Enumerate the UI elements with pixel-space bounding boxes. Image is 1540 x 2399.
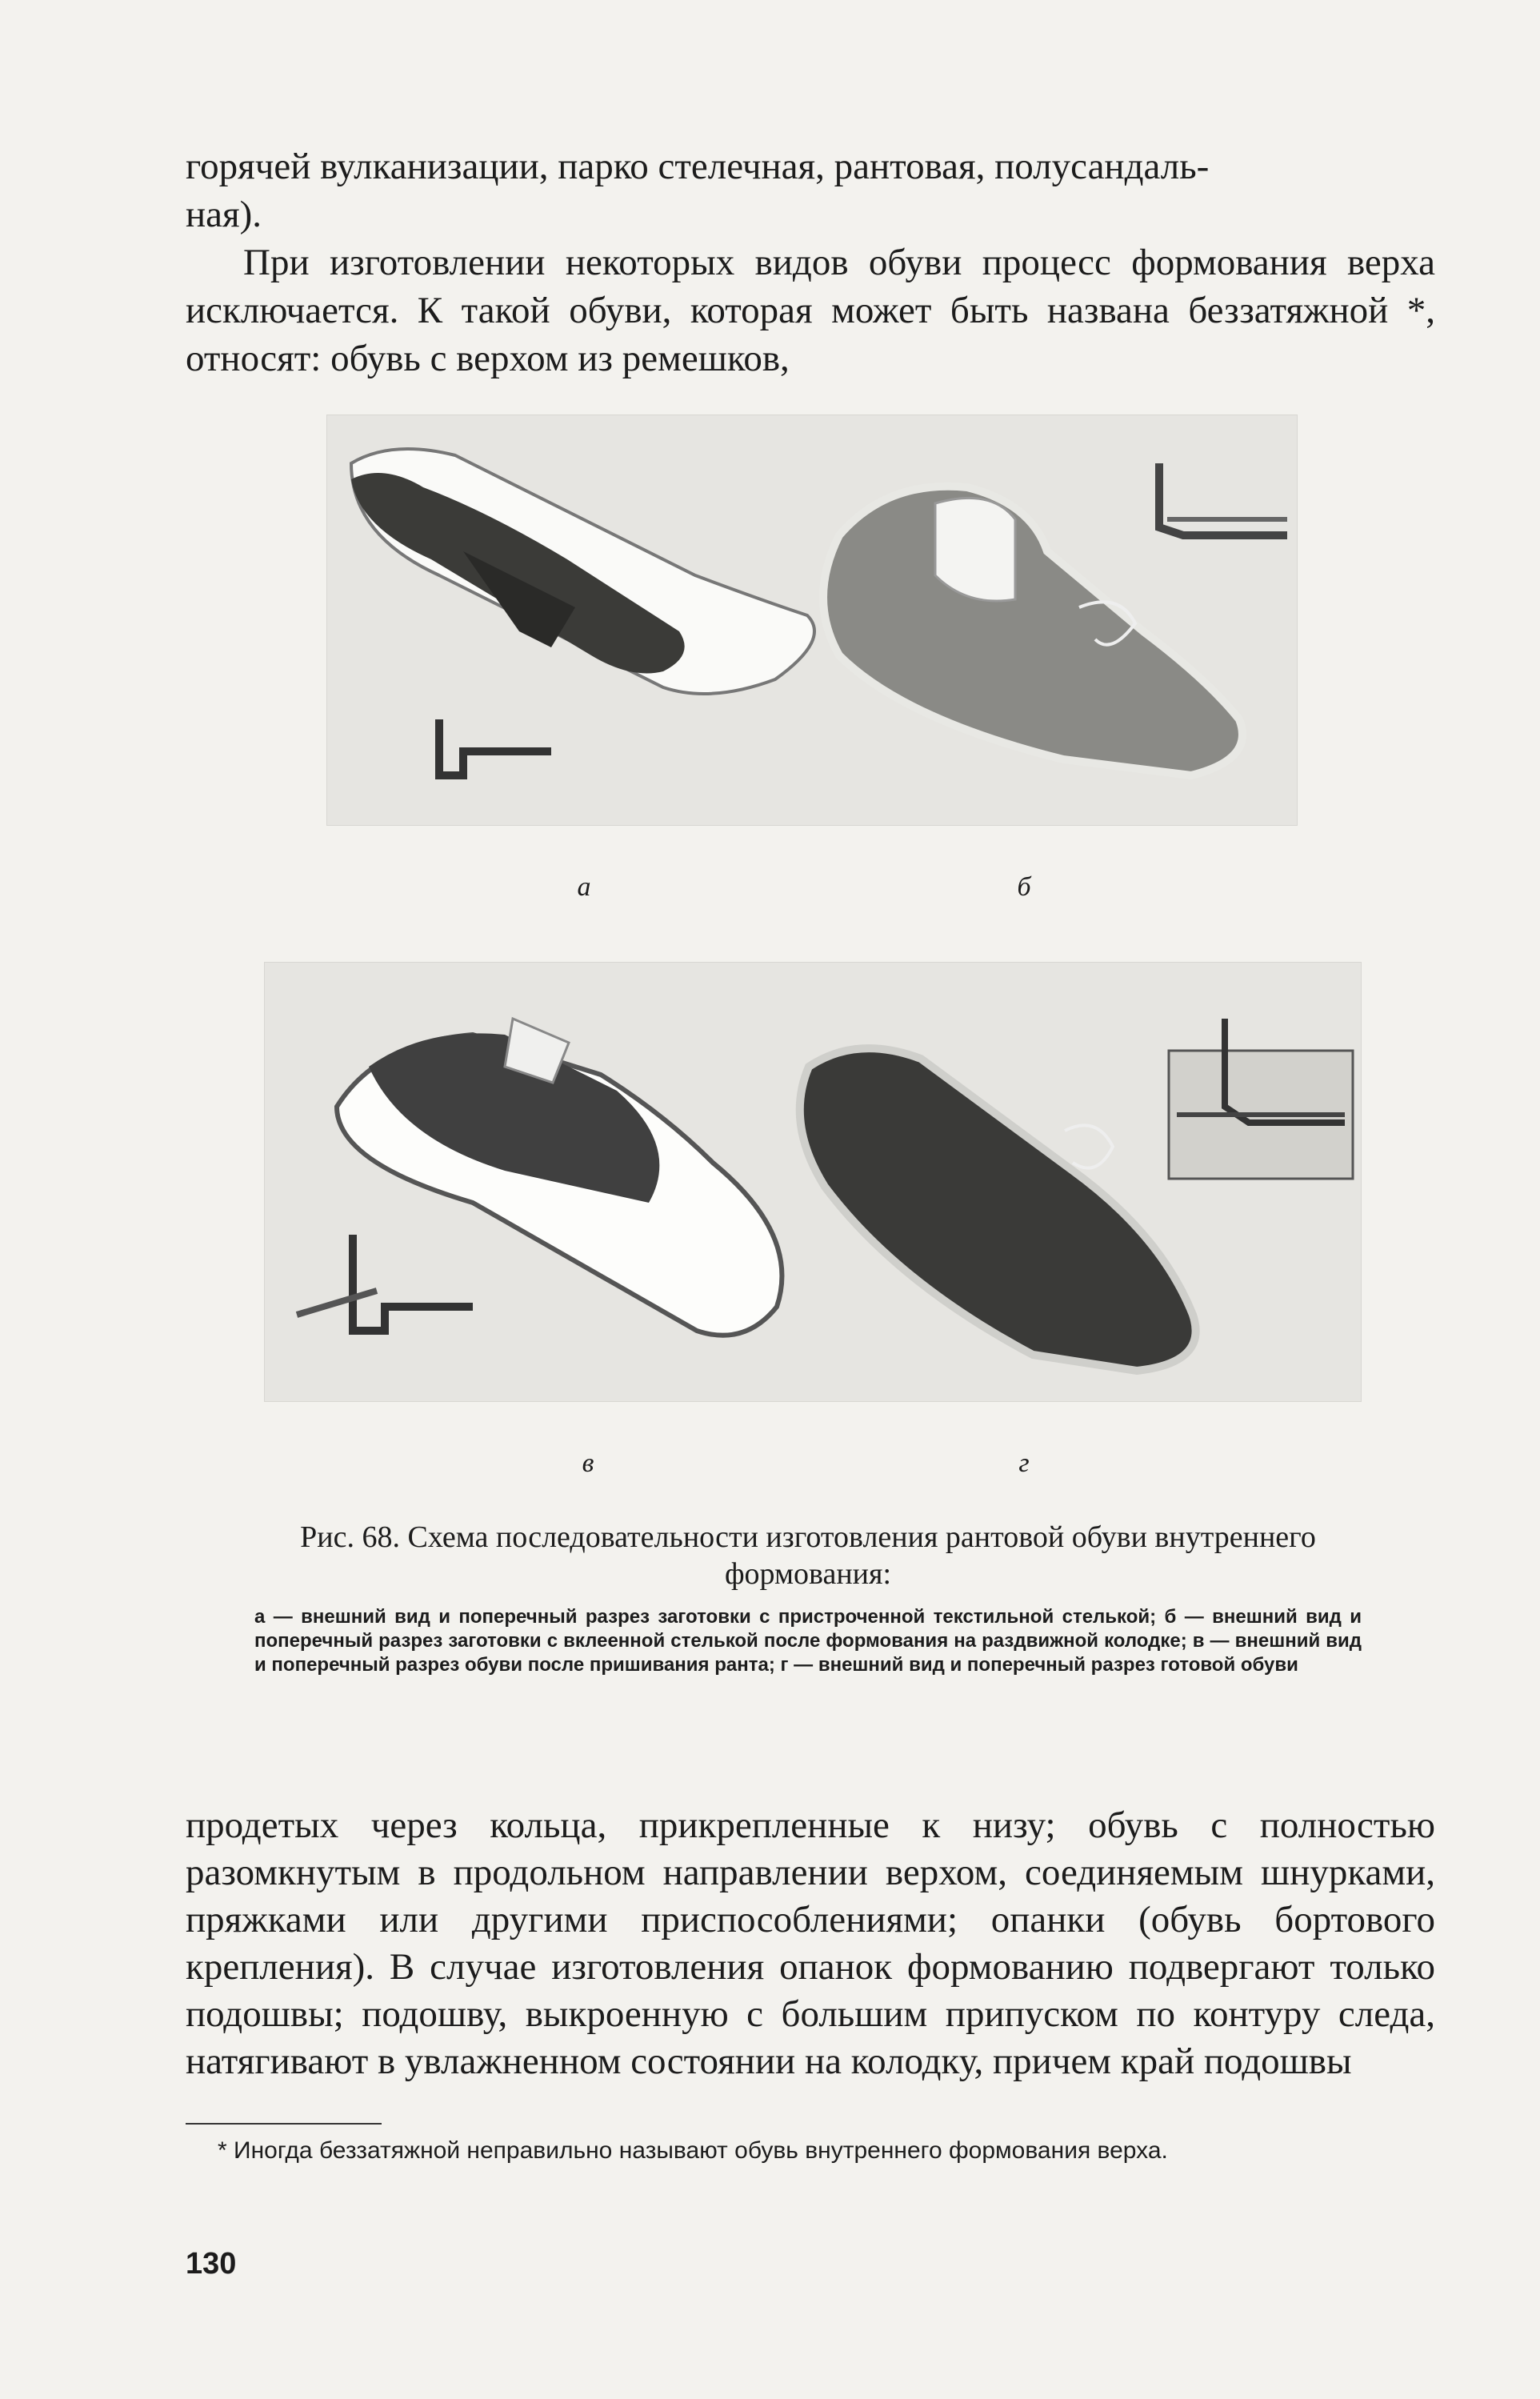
figure-photo-bottom <box>264 962 1362 1402</box>
figure-label-v: в <box>582 1448 594 1478</box>
page-number: 130 <box>186 2247 237 2281</box>
figure-caption-legend: а — внешний вид и поперечный разрез заготовки с пристроченной текстильной стелькой; б — внешний вид и поперечный разрез заготовки с вклеенной стелькой после формования на раздвижной колодке; в — внешний вид и поперечный разрез обуви после пришивания ранта; г — внешний вид и поперечный разрез готовой обуви <box>254 1606 1362 1676</box>
paragraph-continuation: продетых через кольца, прикрепленные к низу; обувь с полностью разомкнутым в продольном направлении верхом, соединяемым шнурками, пряжками или другими приспособлениями; опанки (обувь бортового крепления). В случае изготовления опанок формованию подвергают только подошвы; подошву, выкроенную с большим припуском по контуру следа, натягивают в увлажненном состоянии на колодку, причем край подошвы <box>186 1804 1435 2082</box>
figure-label-g: г <box>1018 1448 1030 1478</box>
text-line-2: ная). <box>186 194 262 235</box>
footnote: * Иногда беззатяжной неправильно называют обувь внутреннего формования верха. <box>218 2137 1168 2164</box>
figure-photo-top <box>326 415 1298 826</box>
figure-label-a: а <box>577 872 591 902</box>
paragraph-beztyazhnaya: При изготовлении некоторых видов обуви процесс формования верха исключается. К такой обуви, которая может быть названа беззатяжной *, относят: обувь с верхом из ремешков, <box>186 242 1435 379</box>
shoe-illustration-top <box>327 415 1297 825</box>
text-line-1: горячей вулканизации, парко стелечная, рантовая, полусандаль- <box>186 146 1210 187</box>
shoe-illustration-bottom <box>265 963 1361 1401</box>
footnote-divider <box>186 2123 382 2125</box>
figure-caption-title: Рис. 68. Схема последовательности изготовления рантовой обуви внутреннего формования: <box>300 1520 1316 1591</box>
figure-label-b: б <box>1017 872 1031 902</box>
